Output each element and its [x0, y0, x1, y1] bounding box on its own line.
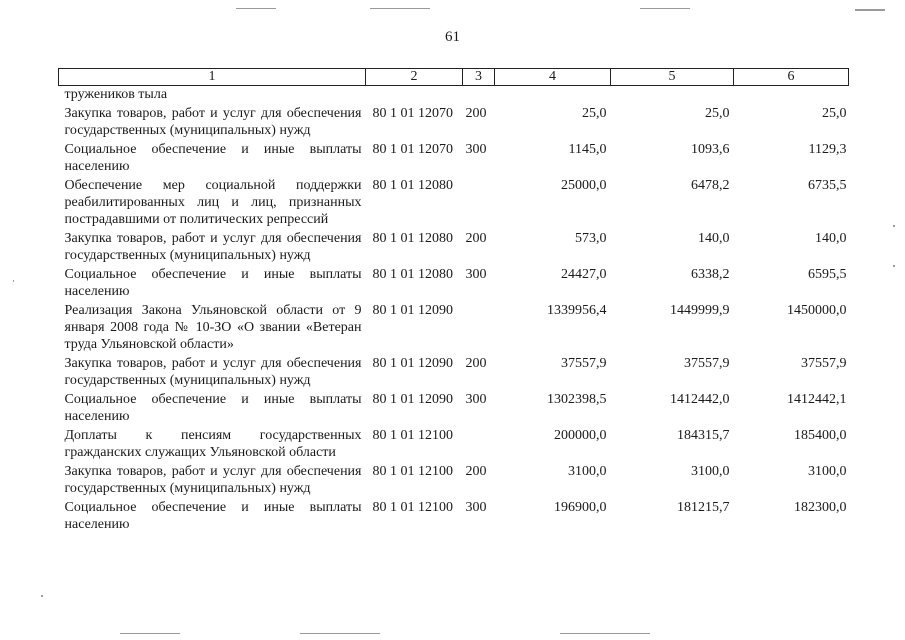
row-value-col4 — [495, 86, 611, 106]
row-expense-type — [463, 427, 495, 463]
row-value-col5: 184315,7 — [677, 428, 730, 443]
row-target-code: 80 1 01 12080 — [372, 178, 453, 193]
row-expense-type: 200 — [465, 231, 487, 246]
row-value-col6: 6735,5 — [808, 178, 847, 193]
table-body — [59, 86, 849, 536]
row-value-col4: 1339956,4 — [547, 303, 607, 318]
row-name: тружеников тыла — [64, 87, 168, 102]
row-value-col6: 1412442,1 — [787, 392, 847, 407]
row-value-col6: 1450000,0 — [787, 303, 847, 318]
row-value-col5: 181215,7 — [677, 500, 730, 515]
row-value-col4: 25,0 — [582, 106, 607, 121]
row-expense-type — [463, 302, 495, 355]
header-col-6: 6 — [734, 69, 849, 86]
row-target-code: 80 1 01 12100 — [372, 464, 453, 479]
row-expense-type: 300 — [465, 392, 487, 407]
table-row — [59, 391, 849, 427]
row-target-code: 80 1 01 12100 — [372, 428, 453, 443]
row-value-col4: 25000,0 — [561, 178, 607, 193]
row-value-col4: 1145,0 — [568, 142, 607, 157]
row-target-code: 80 1 01 12080 — [372, 267, 453, 282]
row-name: Социальное обеспечение и иные выплаты населению — [64, 267, 362, 299]
row-expense-type: 200 — [465, 464, 487, 479]
row-value-col6: 182300,0 — [794, 500, 847, 515]
row-name: Обеспечение мер социальной поддержки реабилитированных лиц и лиц, признанных пострадавшими от политических репрессий — [64, 178, 362, 227]
header-row — [59, 69, 849, 86]
row-value-col6: 140,0 — [815, 231, 847, 246]
row-value-col5 — [611, 86, 734, 106]
row-name: Закупка товаров, работ и услуг для обеспечения государственных (муниципальных) нужд — [64, 106, 362, 138]
budget-table — [58, 68, 849, 535]
row-target-code: 80 1 01 12090 — [372, 392, 453, 407]
row-value-col5: 3100,0 — [691, 464, 730, 479]
row-name: Закупка товаров, работ и услуг для обеспечения государственных (муниципальных) нужд — [64, 356, 362, 388]
row-expense-type: 200 — [465, 356, 487, 371]
row-value-col5: 1449999,9 — [670, 303, 730, 318]
table-row — [59, 266, 849, 302]
table-header — [59, 69, 849, 86]
table-row — [59, 427, 849, 463]
row-value-col4: 37557,9 — [561, 356, 607, 371]
table-row — [59, 177, 849, 230]
row-value-col6: 6595,5 — [808, 267, 847, 282]
row-expense-type: 300 — [465, 500, 487, 515]
row-value-col5: 1412442,0 — [670, 392, 730, 407]
table-row — [59, 463, 849, 499]
page-number: 61 — [445, 29, 460, 45]
row-expense-type — [463, 86, 495, 106]
row-target-code: 80 1 01 12090 — [372, 356, 453, 371]
row-expense-type: 300 — [465, 267, 487, 282]
table-row — [59, 302, 849, 355]
header-col-1: 1 — [59, 69, 366, 86]
table-row — [59, 355, 849, 391]
table-row — [59, 105, 849, 141]
row-name: Социальное обеспечение и иные выплаты населению — [64, 500, 362, 532]
table-row — [59, 86, 849, 106]
row-value-col5: 37557,9 — [684, 356, 730, 371]
header-col-3: 3 — [463, 69, 495, 86]
row-value-col4: 573,0 — [575, 231, 607, 246]
row-value-col6: 185400,0 — [794, 428, 847, 443]
header-col-4: 4 — [495, 69, 611, 86]
row-value-col4: 3100,0 — [568, 464, 607, 479]
row-value-col5: 6478,2 — [691, 178, 730, 193]
header-col-2: 2 — [366, 69, 463, 86]
row-name: Закупка товаров, работ и услуг для обеспечения государственных (муниципальных) нужд — [64, 231, 362, 263]
row-value-col4: 196900,0 — [554, 500, 607, 515]
row-value-col6: 25,0 — [822, 106, 847, 121]
row-value-col6: 37557,9 — [801, 356, 847, 371]
row-name: Закупка товаров, работ и услуг для обеспечения государственных (муниципальных) нужд — [64, 464, 362, 496]
row-value-col4: 1302398,5 — [547, 392, 607, 407]
row-target-code: 80 1 01 12070 — [372, 106, 453, 121]
row-value-col5: 1093,6 — [691, 142, 730, 157]
row-name: Доплаты к пенсиям государственных гражданских служащих Ульяновской области — [64, 428, 362, 460]
row-expense-type — [463, 177, 495, 230]
row-target-code: 80 1 01 12100 — [372, 500, 453, 515]
row-target-code: 80 1 01 12090 — [372, 303, 453, 318]
row-name: Социальное обеспечение и иные выплаты населению — [64, 392, 362, 424]
row-value-col5: 140,0 — [698, 231, 730, 246]
row-value-col4: 24427,0 — [561, 267, 607, 282]
row-value-col6: 3100,0 — [808, 464, 847, 479]
table-row — [59, 141, 849, 177]
table-row — [59, 230, 849, 266]
row-target-code — [366, 86, 463, 106]
row-target-code: 80 1 01 12070 — [372, 142, 453, 157]
row-value-col6 — [734, 86, 849, 106]
row-value-col5: 6338,2 — [691, 267, 730, 282]
row-value-col6: 1129,3 — [808, 142, 847, 157]
row-value-col4: 200000,0 — [554, 428, 607, 443]
row-value-col5: 25,0 — [705, 106, 730, 121]
row-name: Реализация Закона Ульяновской области от 9 января 2008 года № 10-ЗО «О звании «Ветеран труда Ульяновской области» — [64, 303, 362, 352]
row-target-code: 80 1 01 12080 — [372, 231, 453, 246]
row-expense-type: 300 — [465, 142, 487, 157]
row-name: Социальное обеспечение и иные выплаты населению — [64, 142, 362, 174]
table-row — [59, 499, 849, 535]
header-col-5: 5 — [611, 69, 734, 86]
row-expense-type: 200 — [465, 106, 487, 121]
